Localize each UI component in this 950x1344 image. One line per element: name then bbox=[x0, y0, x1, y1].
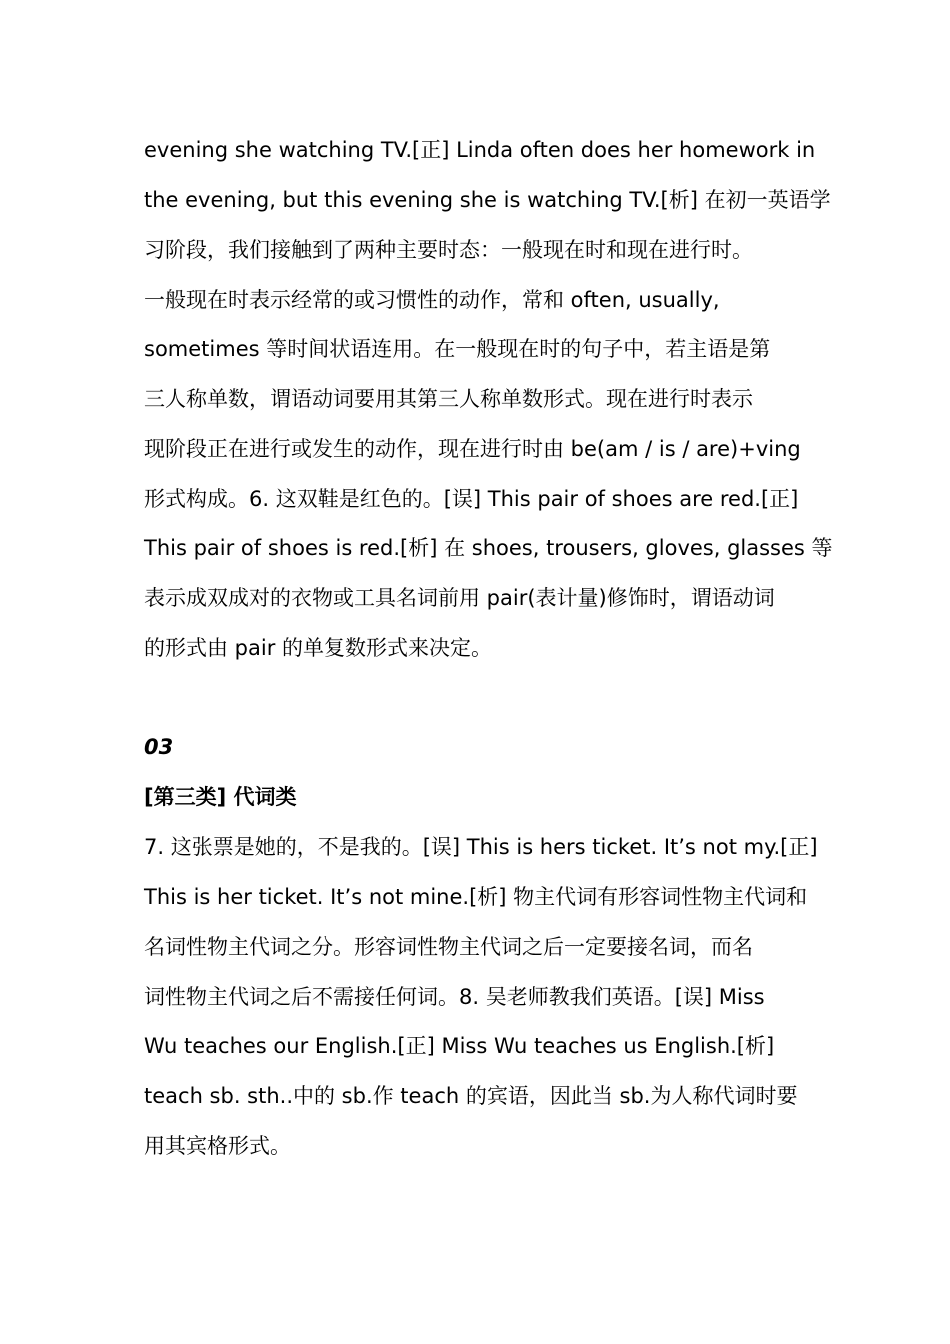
section-title: [第三类] 代词类 bbox=[144, 785, 297, 809]
paragraph-line: 的形式由 pair 的单复数形式来决定。 bbox=[144, 636, 493, 660]
section-number: 03 bbox=[144, 735, 174, 759]
paragraph-line: 表示成双成对的衣物或工具名词前用 pair(表计量)修饰时，谓语动词 bbox=[144, 586, 775, 610]
paragraph-line: This pair of shoes is red.[析] 在 shoes, trousers, gloves, glasses 等 bbox=[144, 536, 833, 560]
paragraph-line: teach sb. sth..中的 sb.作 teach 的宾语，因此当 sb.为人称代词时要 bbox=[144, 1084, 798, 1108]
paragraph-line: 7. 这张票是她的，不是我的。[误] This is hers ticket. It’s not my.[正] bbox=[144, 835, 818, 859]
paragraph-line: 用其宾格形式。 bbox=[144, 1134, 291, 1158]
paragraph-line: sometimes 等时间状语连用。在一般现在时的句子中，若主语是第 bbox=[144, 337, 771, 361]
paragraph-line: the evening, but this evening she is watching TV.[析] 在初一英语学 bbox=[144, 188, 831, 212]
paragraph-line: 现阶段正在进行或发生的动作，现在进行时由 be(am / is / are)+ving bbox=[144, 437, 801, 461]
paragraph-line: This is her ticket. It’s not mine.[析] 物主代词有形容词性物主代词和 bbox=[144, 885, 808, 909]
paragraph-line: 名词性物主代词之分。形容词性物主代词之后一定要接名词，而名 bbox=[144, 935, 753, 959]
paragraph-line: Wu teaches our English.[正] Miss Wu teaches us English.[析] bbox=[144, 1034, 775, 1058]
paragraph-line: 习阶段，我们接触到了两种主要时态：一般现在时和现在进行时。 bbox=[144, 238, 753, 262]
paragraph-line: 一般现在时表示经常的或习惯性的动作，常和 often, usually, bbox=[144, 288, 720, 312]
paragraph-line: evening she watching TV.[正] Linda often does her homework in bbox=[144, 138, 816, 162]
paragraph-line: 词性物主代词之后不需接任何词。8. 吴老师教我们英语。[误] Miss bbox=[144, 985, 765, 1009]
paragraph-line: 形式构成。6. 这双鞋是红色的。[误] This pair of shoes are red.[正] bbox=[144, 487, 799, 511]
paragraph-line: 三人称单数，谓语动词要用其第三人称单数形式。现在进行时表示 bbox=[144, 387, 753, 411]
